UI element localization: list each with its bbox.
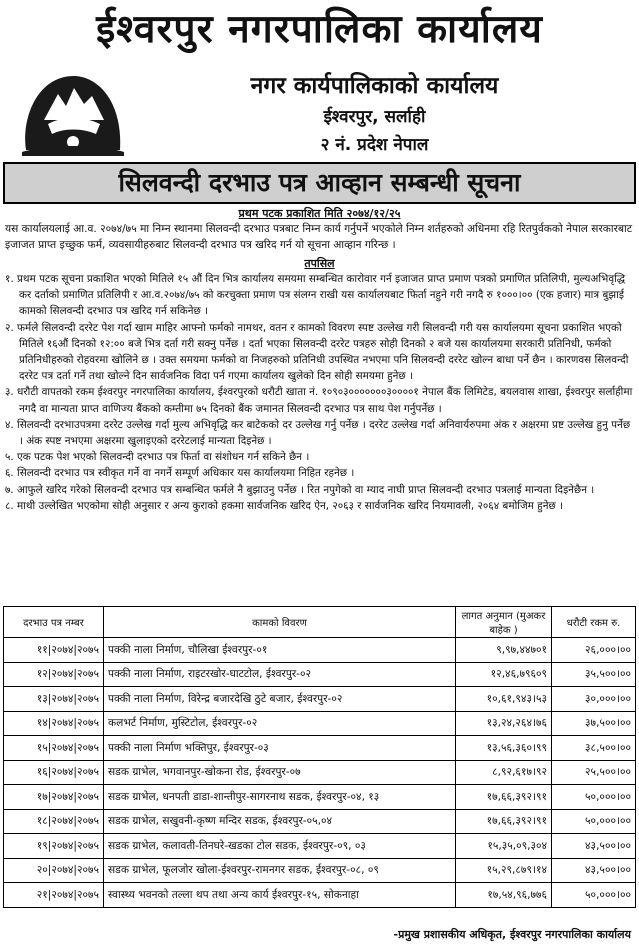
bid-number-cell: १८|२०७४|२०७५ [4,809,104,834]
cost-estimate-cell: १७,६६,३९२।९१ [456,785,552,810]
header-cost-estimate: लागत अनुमान (मुअकर बाहेक ) [456,607,552,638]
deposit-amount-cell: ५०,०००।०० [552,809,636,834]
cost-estimate-cell: ९,९७,४४७०१ [456,638,552,663]
details-heading: तपसिल [304,257,335,270]
terms-list [5,271,634,514]
deposit-amount-cell: ३७,५००।०० [552,711,636,736]
work-description-cell: सडक ग्राभेल, धनपती डाडा-शान्तीपुर-सागरनाथ सडक, ईश्वरपुर-०४, १३ [104,785,456,810]
term-item: ८. माथी उल्लेखित भएकोमा सोही अनुसार र अन्य कुराको हकमा सार्वजनिक खरिद ऐन, २०६३ र सार्वजनिक खरिद नियमावली, २०६४ बमोजिम हुनेछ । [5,499,563,512]
work-description-cell: पक्की नाला निर्माण, विरेन्द्र बजारदेखि ठुटे बजार, ईश्वरपुर-०२ [104,687,456,712]
work-description-cell: स्वास्थ्य भवनको तल्ला थप तथा अन्य कार्य ईश्वरपुर-१५, सोकनाहा [104,883,456,908]
work-description-cell: सडक ग्राभेल, कलावती-तिनघरे-खडका टोल सडक, ईश्वरपुर-०९, ०३ [104,834,456,859]
deposit-amount-cell: ३८,५००।०० [552,736,636,761]
header-bid-number: दरभाउ पत्र नम्बर [4,607,104,638]
deposit-amount-cell: ३०,०००।०० [552,687,636,712]
work-description-cell: सडक ग्राभेल, सखुवनी-कृष्ण मन्दिर सडक, ईश्वरपुर-०५,०४ [104,809,456,834]
bid-number-cell: १४|२०७४|२०७५ [4,711,104,736]
table-row [4,858,636,883]
header-deposit-amount: धरौटी रकम रु. [552,607,636,638]
bid-number-cell: ११|२०७४|२०७५ [4,638,104,663]
bid-number-cell: २१|२०७४|२०७५ [4,883,104,908]
deposit-amount-cell: २५,५००।०० [552,760,636,785]
cost-estimate-cell: १३,२४,२६४।७६ [456,711,552,736]
term-item: ६. सिलवन्दी दरभाउ पत्र स्वीकृत गर्ने वा नगर्ने सम्पूर्ण अधिकार यस कार्यालयमा निहित रहनेछ । [5,467,355,480]
table-row [4,662,636,687]
works-table [3,606,636,908]
term-item: १. प्रथम पटक सूचना प्रकाशित भएको मितिले १५ औं दिन भित्र कार्यालय समयमा सम्बन्धित कारोवार गर्न इजाजत प्राप्त प्रमाण पत्रको प्रमाणित प्रतिलिपी, मुल्यअभिवृद्धि कर दर्ताको प्रमाणित प्रतिलिपी र आ.व.२०७४/७५ को करचुक्ता प्रमाण पत्र संलग्न राखी यस कार्यालयबाट फिर्ता नहुने गरी नगदै रु १०००।०० (एक हजार) मात्र बुझाई कामको सिलवन्दी दरभाउ पत्र खरिद गर्न सकिनेछ । [5,273,626,318]
cost-estimate-cell: ८,९२,६१७।९२ [456,760,552,785]
table-row [4,785,636,810]
bid-number-cell: १२|२०७४|२०७५ [4,662,104,687]
cost-estimate-cell: १०,६१,९४३।५३ [456,687,552,712]
header [0,0,639,158]
bid-number-cell: १७|२०७४|२०७५ [4,785,104,810]
term-item: ३. धरौटी वापतको रकम ईश्वरपुर नगरपालिका कार्यालय, ईश्वरपुरको धरौटी खाता नं. १०९०३०००००००३००००१ नेपाल बैंक लिमिटेड, बयलवास शाखा, ईश्वरपुर सर्लाहीमा नगदै वा मान्यता प्राप्त वाणिज्य बैंकको कम्तीमा ७५ दिनको बैंक जमानत सिलवन्दी दरभाउ पत्र साथ पेश गर्नुपर्नेछ । [5,386,633,415]
table-header-row [4,607,636,638]
bid-number-cell: १९|२०७४|२०७५ [4,834,104,859]
term-item: २. फर्मले सिलवन्दी दररेट पेश गर्दा खाम माहिर आफ्नो फर्मको नामथर, वतन र कामको विवरण स्पष्ट उल्लेख गरी सिलवन्दी गरी यस कार्यालयमा सूचना प्रकाशित भएको मितिले १६औं दिनको १२:०० बजे भित्र दर्ता गरी सक्नु पर्नेछ । दर्ता भएका सिलवन्दी दररेट पत्रहरु सोही दिनको २ बजे यस कार्यालयमा सरकारी प्रतिनिधी, फर्मको प्रतिनिधीहरुको रोहवरमा खोलिने छ । उक्त समयमा फर्मको वा निजहरुको प्रतिनिधी उपस्थित नभएमा पनि सिलवन्दी दररेट खोल्न बाधा पर्ने छैन । कारणवस सिलवन्दी दररेट पत्र दर्ता गर्ने तथा खोल्ने दिन सार्वजनिक विदा पर्न गएमा कार्यालय खुलेको दिन सोही समयमा हुनेछ । [5,321,629,383]
cost-estimate-cell: १२,४६,७९६०९ [456,662,552,687]
table-row [4,834,636,859]
work-description-cell: पक्की नाला निर्माण, राइटरखोर-घाटटोल, ईश्वरपुर-०२ [104,662,456,687]
table-row [4,883,636,908]
table-row [4,687,636,712]
work-description-cell: पक्की नाला निर्माण भक्तिपुर, ईश्वरपुर-०३ [104,736,456,761]
term-item: ४. सिलवन्दी दरभाउपत्रमा दररेट उल्लेख गर्दा मुल्य अभिवृद्धि कर बाटेकको दर उल्लेख गर्नु पर्नेछ । दररेट उल्लेख गर्दा अनिवार्यरुपमा अंक र अक्षरमा प्रष्ट उल्लेख हुनु पर्नेछ । अंक स्पष्ट नभएमा अक्षरमा खुलाइएको दररेटलाई मान्यता दिइनेछ । [5,418,631,448]
works-table-body [4,638,636,908]
bid-number-cell: १६|२०७४|२०७५ [4,760,104,785]
table-row [4,760,636,785]
table-row [4,809,636,834]
cost-estimate-cell: १७,६६,३९२।९१ [456,809,552,834]
table-row [4,736,636,761]
deposit-amount-cell: ५०,०००।०० [552,785,636,810]
published-date: प्रथम पटक प्रकाशित मिति २०७४/१२/२५ [238,207,401,220]
cost-estimate-cell: १३,५६,३६०।९९ [456,736,552,761]
notice-title: सिलवन्दी दरभाउ पत्र आव्हान सम्बन्धी सूचना [3,162,636,204]
work-description-cell: सडक ग्राभेल, फूलजोर खोला-ईश्वरपुर-रामनगर सडक, ईश्वरपुर-०८, ०९ [104,858,456,883]
header-work-description: कामको विवरण [104,607,456,638]
deposit-amount-cell: ४३,५००।०० [552,858,636,883]
term-item: ७. आफुले खरिद गरेको सिलवन्दी दरभाउ पत्र सम्बन्धित फर्मले नै बुझाउनु पर्नेछ । रित नपुगेको वा म्याद नाघी प्राप्त सिलवन्दी दरभाउ पत्रलाई मान्यता दिइनेछैन । [5,483,595,496]
signature: -प्रमुख प्रशासकीय अधिकृत, ईश्वरपुर नगरपालिका कार्यालय [393,928,631,941]
office-title: ईश्वरपुर नगरपालिका कार्यालय [96,7,543,52]
office-province: २ नं. प्रदेश नेपाल [320,135,429,155]
nepal-emblem-icon [18,64,128,156]
office-location: ईश्वरपुर, सर्लाही [323,107,426,127]
work-description-cell: पक्की नाला निर्माण, चौलिखा ईश्वरपुर-०१ [104,638,456,663]
term-item: ५. एक पटक पेश भएको सिलवन्दी दरभाउ पत्र फिर्ता वा संशोधन गर्न सकिने छैन । [5,451,310,464]
notice-intro: यस कार्यालयलाई आ.व. २०७४/७५ मा निम्न स्थानमा सिलवन्दी दरभाउ पत्रबाट निम्न कार्य गर्नुपर्ने भएकोले निम्न शर्तहरुको अधिनमा रहि रितपुर्वकको नेपाल सरकारबाट इजाजत प्राप्त इच्छुक फर्म, व्यवसायीहरुबाट सिलवन्दी दरभाउ पत्र खरिद गर्न यो सूचना आव्हान गरिन्छ । [5,223,633,251]
bid-number-cell: १५|२०७४|२०७५ [4,736,104,761]
cost-estimate-cell: १५,२९,८७९।१४ [456,858,552,883]
deposit-amount-cell: ३५,५००।०० [552,662,636,687]
deposit-amount-cell: ५०,०००।०० [552,883,636,908]
deposit-amount-cell: २६,०००।०० [552,638,636,663]
work-description-cell: सडक ग्राभेल, भगवानपुर-खोकना रोड, ईश्वरपुर-०७ [104,760,456,785]
work-description-cell: कलभर्ट निर्माण, मुस्टिटोल, ईश्वरपुर-०२ [104,711,456,736]
bid-number-cell: २०|२०७४|२०७५ [4,858,104,883]
cost-estimate-cell: १७,५४,९६,७७६ [456,883,552,908]
table-row [4,638,636,663]
bid-number-cell: १३|२०७४|२०७५ [4,687,104,712]
table-row [4,711,636,736]
deposit-amount-cell: ४३,५००।०० [552,834,636,859]
office-subtitle: नगर कार्यपालिकाको कार्यालय [250,73,499,99]
cost-estimate-cell: १५,३५,०९,३०४ [456,834,552,859]
